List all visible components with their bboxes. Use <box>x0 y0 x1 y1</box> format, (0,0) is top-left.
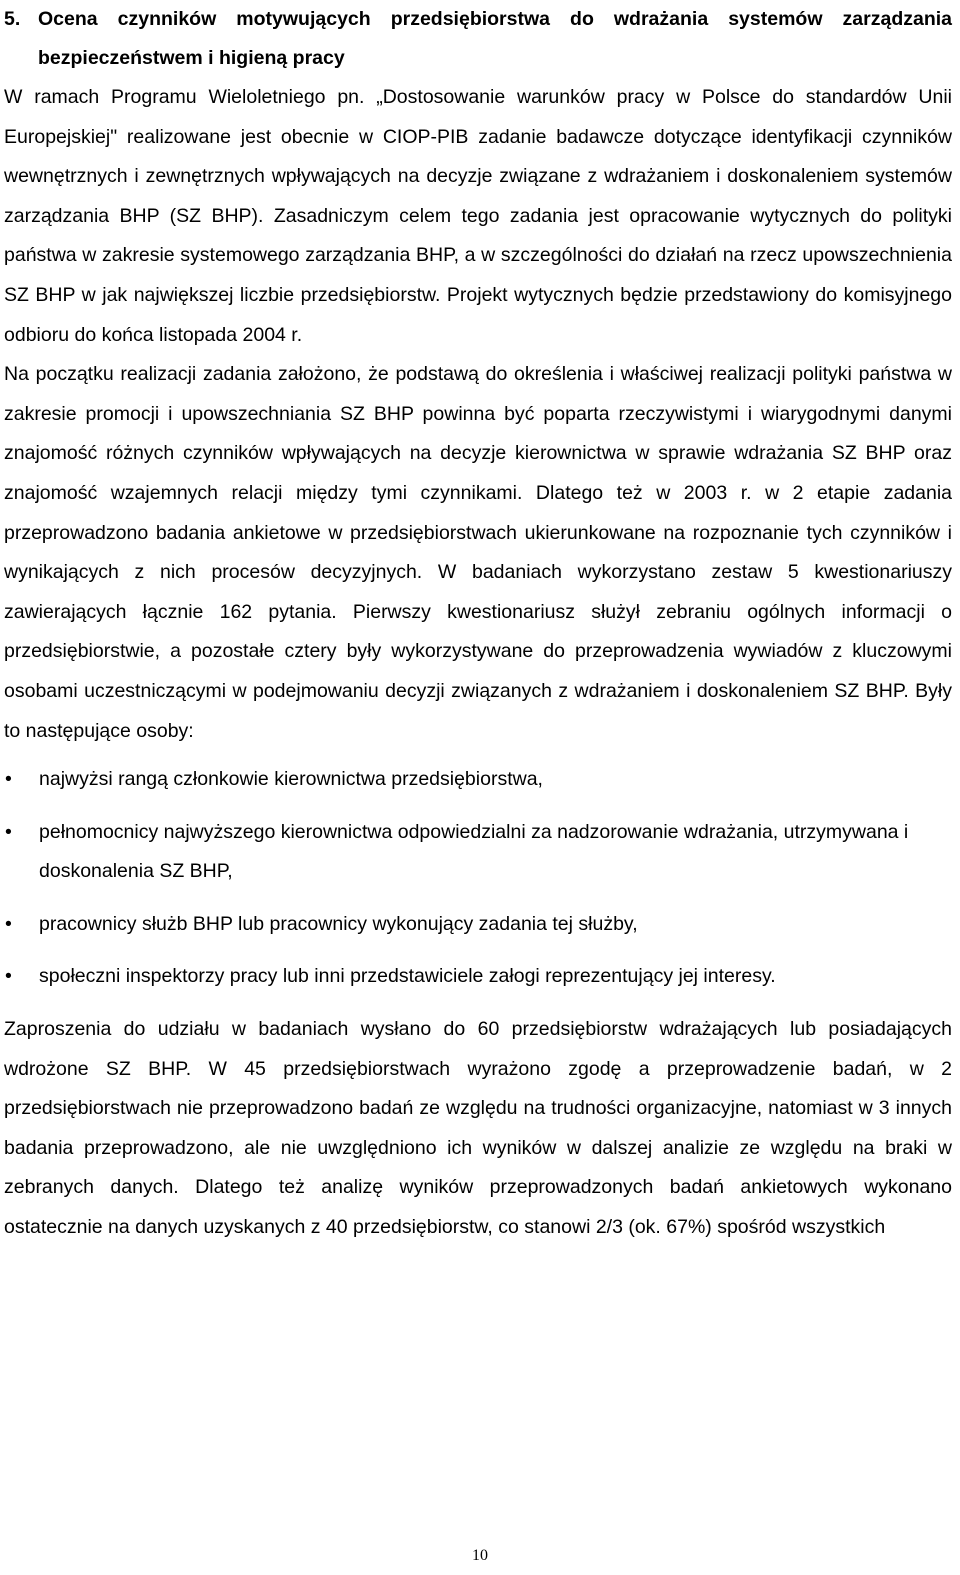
list-item <box>4 957 952 997</box>
section-heading <box>4 0 952 78</box>
respondents-list <box>4 760 952 997</box>
list-item-text: społeczni inspektorzy pracy lub inni przedstawiciele załogi reprezentujący jej interesy. <box>39 965 776 988</box>
list-item <box>4 760 952 800</box>
list-item <box>4 905 952 945</box>
section-number: 5. <box>4 8 21 30</box>
bullet-icon: • <box>5 965 12 988</box>
bullet-icon: • <box>5 768 12 791</box>
paragraph-method: Na początku realizacji zadania założono, że podstawą do określenia i właściwej realizacji polityki państwa w zakresie promocji i upowszechniania SZ BHP powinna być poparta rzeczywistymi i wiarygodnymi danymi znajomość różnych czynników wpływających na decyzje kierownictwa w sprawie wdrażania SZ BHP oraz znajomość wzajemnych relacji między tymi czynnikami. Dlatego też w 2003 r. w 2 etapie zadania przeprowadzono badania ankietowe w przedsiębiorstwach ukierunkowane na rozpoznanie tych czynników i wynikających z nich procesów decyzyjnych. W badaniach wykorzystano zestaw 5 kwestionariuszy zawierających łącznie 162 pytania. Pierwszy kwestionariusz służył zebraniu ogólnych informacji o przedsiębiorstwie, a pozostałe cztery były wykorzystywane do przeprowadzenia wywiadów z kluczowymi osobami uczestniczącymi w podejmowaniu decyzji związanych z wdrażaniem i doskonaleniem SZ BHP. Były to następujące osoby: <box>4 363 952 742</box>
list-item-text: pracownicy służb BHP lub pracownicy wykonujący zadania tej służby, <box>39 912 638 935</box>
bullet-icon: • <box>5 820 12 843</box>
page-number: 10 <box>472 1547 488 1564</box>
list-item-text: pełnomocnicy najwyższego kierownictwa odpowiedzialni za nadzorowanie wdrażania, utrzymywana i doskonalenia SZ BHP, <box>39 820 909 883</box>
list-item <box>4 813 952 892</box>
list-item-text: najwyżsi rangą członkowie kierownictwa przedsiębiorstwa, <box>39 768 543 791</box>
paragraph-results: Zaproszenia do udziału w badaniach wysłano do 60 przedsiębiorstw wdrażających lub posiadających wdrożone SZ BHP. W 45 przedsiębiorstwach wyrażono zgodę a przeprowadzenie badań, w 2 przedsiębiorstwach nie przeprowadzono badań ze względu na trudności organizacyjne, natomiast w 3 innych badania przeprowadzono, ale nie uwzględniono ich wyników w dalszej analizie ze względu na braki w zebranych danych. Dlatego też analizę wyników przeprowadzonych badań ankietowych wykonano ostatecznie na danych uzyskanych z 40 przedsiębiorstw, co stanowi 2/3 (ok. 67%) spośród wszystkich <box>4 1018 952 1239</box>
paragraph-intro: W ramach Programu Wieloletniego pn. „Dostosowanie warunków pracy w Polsce do standardów Unii Europejskiej" realizowane jest obecnie w CIOP-PIB zadanie badawcze dotyczące identyfikacji czynników wewnętrznych i zewnętrznych wpływających na decyzje związane z wdrażaniem i doskonaleniem systemów zarządzania BHP (SZ BHP). Zasadniczym celem tego zadania jest opracowanie wytycznych do polityki państwa w zakresie systemowego zarządzania BHP, a w szczególności do działań na rzecz upowszechnienia SZ BHP w jak największej liczbie przedsiębiorstw. Projekt wytycznych będzie przedstawiony do komisyjnego odbioru do końca listopada 2004 r. <box>4 86 952 346</box>
section-title: Ocena czynników motywujących przedsiębiorstwa do wdrażania systemów zarządzania bezpieczeństwem i higieną pracy <box>38 8 952 69</box>
document-page <box>4 0 952 1248</box>
bullet-icon: • <box>5 912 12 935</box>
